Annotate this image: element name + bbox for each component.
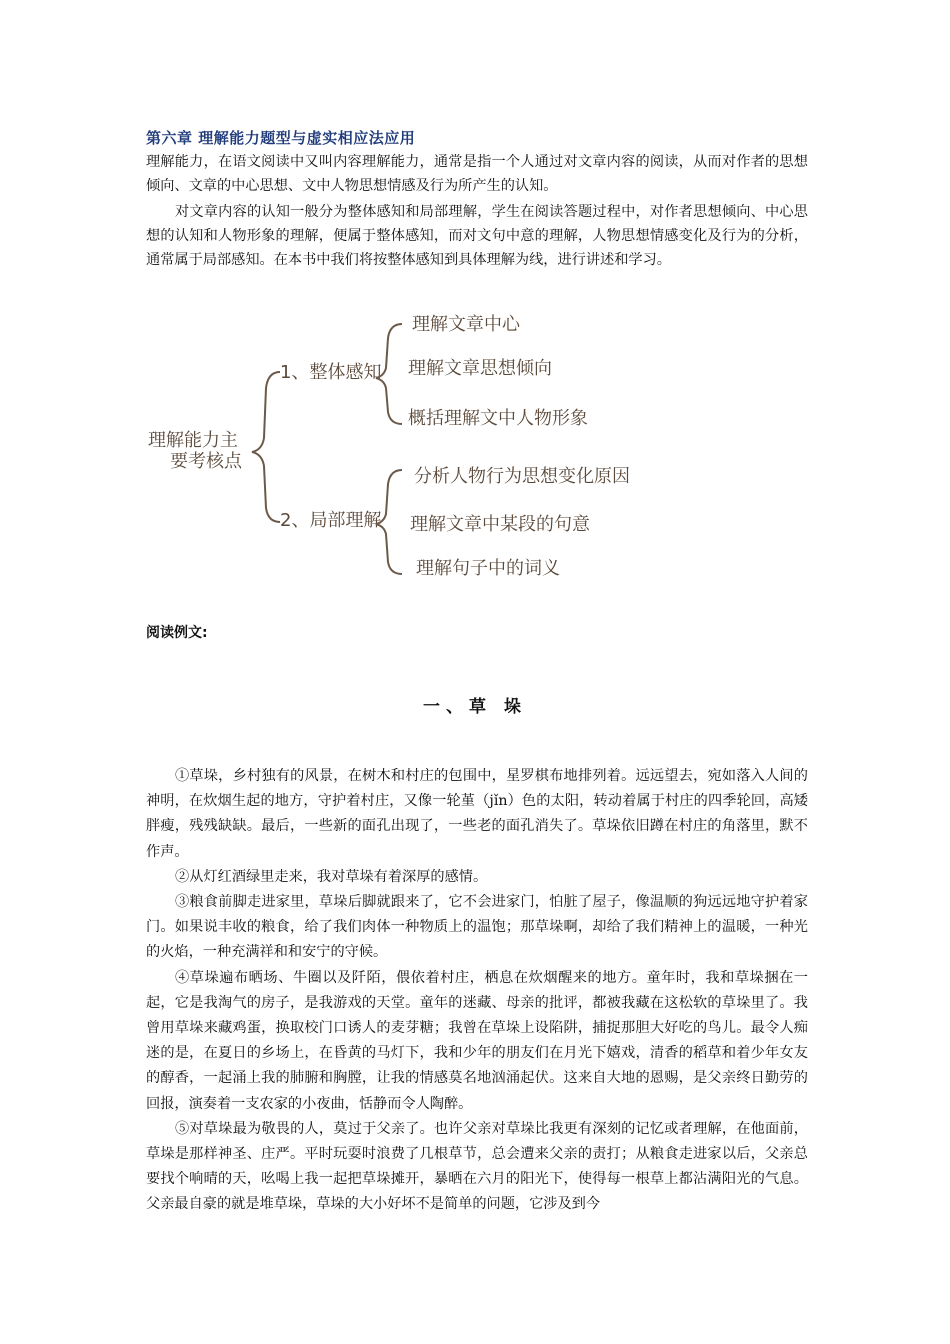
chapter-title: 第六章 理解能力题型与虚实相应法应用 (146, 129, 416, 147)
mindmap-root-line1: 理解能力主 (148, 430, 238, 451)
mindmap-branch2-item-1: 分析人物行为思想变化原因 (414, 466, 630, 487)
mindmap-branch2-item-3: 理解句子中的词义 (416, 558, 560, 579)
intro-paragraph-1: 理解能力，在语文阅读中又叫内容理解能力，通常是指一个人通过对文章内容的阅读，从而对作者的思想倾向、文章的中心思想、文中人物思想情感及行为所产生的认知。 (146, 154, 808, 194)
mindmap-branch1-item-3: 概括理解文中人物形象 (408, 408, 588, 429)
mindmap-branch2-brace (376, 470, 402, 574)
story-paragraph-3: ③粮食前脚走进家里，草垛后脚就跟来了，它不会进家门，怕脏了屋子，像温顺的狗远远地守护着家门。如果说丰收的粮食，给了我们肉体一种物质上的温饱；那草垛啊，却给了我们精神上的温暖，一种光的火焰，一种充满祥和和安宁的守候。 (146, 894, 808, 961)
story-paragraph-1: ①草垛，乡村独有的风景，在树木和村庄的包围中，星罗棋布地排列着。远远望去，宛如落入人间的神明，在炊烟生起的地方，守护着村庄，又像一轮堇（jǐn）色的太阳，转动着属于村庄的四季轮回，高矮胖瘦，残残缺缺。最后，一些新的面孔出现了，一些老的面孔消失了。草垛依旧蹲在村庄的角落里，默不作声。 (146, 768, 808, 860)
story-paragraph-5: ⑤对草垛最为敬畏的人，莫过于父亲了。也许父亲对草垛比我更有深刻的记忆或者理解，在他面前，草垛是那样神圣、庄严。平时玩耍时浪费了几根草节，总会遭来父亲的责打；从粮食走进家以后，父亲总要找个响晴的天，吆喝上我一起把草垛摊开，暴晒在六月的阳光下，使得每一根草上都沾满阳光的气息。父亲最自豪的就是堆草垛，草垛的大小好坏不是简单的问题，它涉及到今 (146, 1120, 808, 1213)
reading-example-label: 阅读例文: (146, 625, 208, 641)
mind-map-diagram (140, 300, 660, 600)
mindmap-branch1-label: 1、整体感知 (280, 362, 382, 383)
mindmap-branch1-item-2: 理解文章思想倾向 (408, 358, 552, 379)
mindmap-branch2-item-2: 理解文章中某段的句意 (410, 514, 590, 535)
mindmap-root-brace (252, 372, 280, 522)
story-title: 一、草 垛 (423, 697, 527, 717)
mindmap-branch1-item-1: 理解文章中心 (412, 314, 520, 335)
mindmap-branch2-label: 2、局部理解 (280, 510, 382, 531)
intro-paragraph-2: 对文章内容的认知一般分为整体感知和局部理解，学生在阅读答题过程中，对作者思想倾向、中心思想的认知和人物形象的理解，便属于整体感知，而对文句中意的理解，人物思想情感变化及行为的分析，通常属于局部感知。在本书中我们将按整体感知到具体理解为线，进行讲述和学习。 (146, 204, 808, 268)
story-paragraph-4: ④草垛遍布晒场、牛圈以及阡陌，偎依着村庄，栖息在炊烟醒来的地方。童年时，我和草垛捆在一起，它是我淘气的房子，是我游戏的天堂。童年的迷藏、母亲的批评，都被我藏在这松软的草垛里了。我曾用草垛来藏鸡蛋，换取校门口诱人的麦芽糖；我曾在草垛上设陷阱，捕捉那胆大好吃的鸟儿。最令人痴迷的是，在夏日的乡场上，在昏黄的马灯下，我和少年的朋友们在月光下嬉戏，清香的稻草和着少年女友的醇香，一起涌上我的肺腑和胸膛，让我的情感莫名地汹涌起伏。这来自大地的恩赐，是父亲终日勤劳的回报，演奏着一支农家的小夜曲，恬静而令人陶醉。 (146, 969, 808, 1112)
story-paragraph-2: ②从灯红酒绿里走来，我对草垛有着深厚的感情。 (175, 868, 488, 885)
mindmap-root-line2: 要考核点 (170, 451, 242, 472)
story-body (146, 764, 808, 1218)
